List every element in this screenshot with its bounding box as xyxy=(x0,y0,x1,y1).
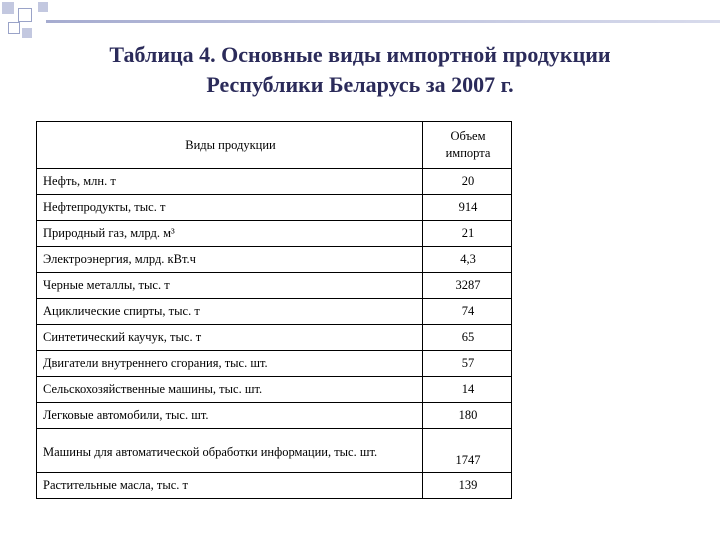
row-value: 57 xyxy=(423,351,512,377)
decor-square-4 xyxy=(8,22,20,34)
decor-square-2 xyxy=(18,8,32,22)
row-name: Двигатели внутреннего сгорания, тыс. шт. xyxy=(37,351,423,377)
table-row xyxy=(37,195,512,221)
table-row xyxy=(37,377,512,403)
row-value: 20 xyxy=(423,169,512,195)
title-line-1: Таблица 4. Основные виды импортной продукции xyxy=(109,42,611,67)
row-name: Нефть, млн. т xyxy=(37,169,423,195)
decor-square-1 xyxy=(2,2,14,14)
row-value: 914 xyxy=(423,195,512,221)
table-row xyxy=(37,299,512,325)
row-name: Машины для автоматической обработки информации, тыс. шт. xyxy=(37,429,423,473)
decor-square-3 xyxy=(38,2,48,12)
import-table xyxy=(36,121,512,499)
row-name: Природный газ, млрд. м³ xyxy=(37,221,423,247)
table-row xyxy=(37,325,512,351)
table-row xyxy=(37,351,512,377)
table-row xyxy=(37,221,512,247)
row-name: Нефтепродукты, тыс. т xyxy=(37,195,423,221)
table-row xyxy=(37,403,512,429)
row-name: Синтетический каучук, тыс. т xyxy=(37,325,423,351)
table-row xyxy=(37,169,512,195)
row-value: 14 xyxy=(423,377,512,403)
header-product-types: Виды продукции xyxy=(37,122,423,169)
decor-square-5 xyxy=(22,28,32,38)
row-name: Черные металлы, тыс. т xyxy=(37,273,423,299)
row-name: Ациклические спирты, тыс. т xyxy=(37,299,423,325)
table-row xyxy=(37,247,512,273)
row-value: 21 xyxy=(423,221,512,247)
row-value: 139 xyxy=(423,473,512,499)
table-row xyxy=(37,273,512,299)
header-import-volume: Объем импорта xyxy=(423,122,512,169)
row-value: 3287 xyxy=(423,273,512,299)
row-name: Электроэнергия, млрд. кВт.ч xyxy=(37,247,423,273)
row-name: Растительные масла, тыс. т xyxy=(37,473,423,499)
table-row xyxy=(37,429,512,473)
table-row xyxy=(37,473,512,499)
row-value: 74 xyxy=(423,299,512,325)
decor-top-rule xyxy=(46,20,720,23)
title-line-2: Республики Беларусь за 2007 г. xyxy=(206,72,514,97)
row-value: 4,3 xyxy=(423,247,512,273)
row-value: 180 xyxy=(423,403,512,429)
page-title xyxy=(0,40,720,100)
row-name: Легковые автомобили, тыс. шт. xyxy=(37,403,423,429)
row-value: 65 xyxy=(423,325,512,351)
row-name: Сельскохозяйственные машины, тыс. шт. xyxy=(37,377,423,403)
row-value: 1747 xyxy=(423,429,512,473)
